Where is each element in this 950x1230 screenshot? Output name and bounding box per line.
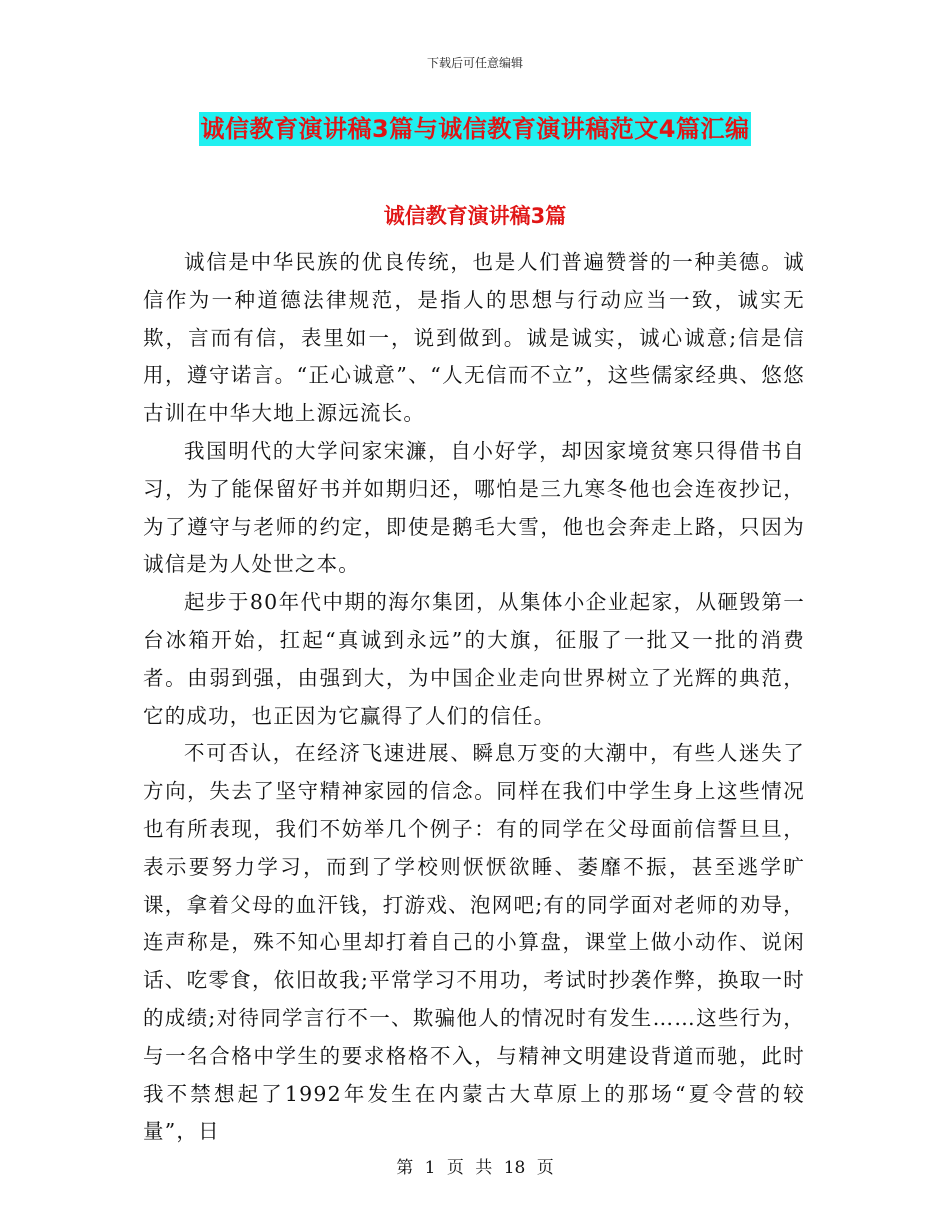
header-note: 下载后可任意编辑 [426,56,523,70]
paragraph: 我国明代的大学问家宋濂，自小好学，却因家境贫寒只得借书自习，为了能保留好书并如期归还，哪怕是三九寒冬他也会连夜抄记，为了遵守与老师的约定，即使是鹅毛大雪，他也会奔走上路，只因为诚信是为人处世之本。 [143,438,805,577]
document-title: 诚信教育演讲稿3篇与诚信教育演讲稿范文4篇汇编 [199,112,752,146]
paragraph: 起步于80年代中期的海尔集团，从集体小企业起家，从砸毁第一台冰箱开始，扛起“真诚到永远”的大旗，征服了一批又一批的消费者。由弱到强，由强到大，为中国企业走向世界树立了光辉的典范，它的成功，也正因为它赢得了人们的信任。 [143,590,805,728]
page-footer: 第 1 页 共 18 页 [396,1158,554,1178]
body-text [143,244,805,1151]
paragraph: 不可否认，在经济飞速进展、瞬息万变的大潮中，有些人迷失了方向，失去了坚守精神家园的信念。同样在我们中学生身上这些情况也有所表现，我们不妨举几个例子：有的同学在父母面前信誓旦旦，表示要努力学习，而到了学校则恹恹欲睡、萎靡不振，甚至逃学旷课，拿着父母的血汗钱，打游戏、泡网吧;有的同学面对老师的劝导，连声称是，殊不知心里却打着自己的小算盘，课堂上做小动作、说闲话、吃零食，依旧故我;平常学习不用功，考试时抄袭作弊，换取一时的成绩;对待同学言行不一、欺骗他人的情况时有发生……这些行为，与一名合格中学生的要求格格不入，与精神文明建设背道而驰，此时我不禁想起了1992年发生在内蒙古大草原上的那场“夏令营的较量”，日 [143,741,805,1144]
main-title-container [0,112,950,146]
section-title: 诚信教育演讲稿3篇 [383,204,567,228]
paragraph: 诚信是中华民族的优良传统，也是人们普遍赞誉的一种美德。诚信作为一种道德法律规范，是指人的思想与行动应当一致，诚实无欺，言而有信，表里如一，说到做到。诚是诚实，诚心诚意;信是信用，遵守诺言。“正心诚意”、“人无信而不立”，这些儒家经典、悠悠古训在中华大地上源远流长。 [143,250,805,426]
